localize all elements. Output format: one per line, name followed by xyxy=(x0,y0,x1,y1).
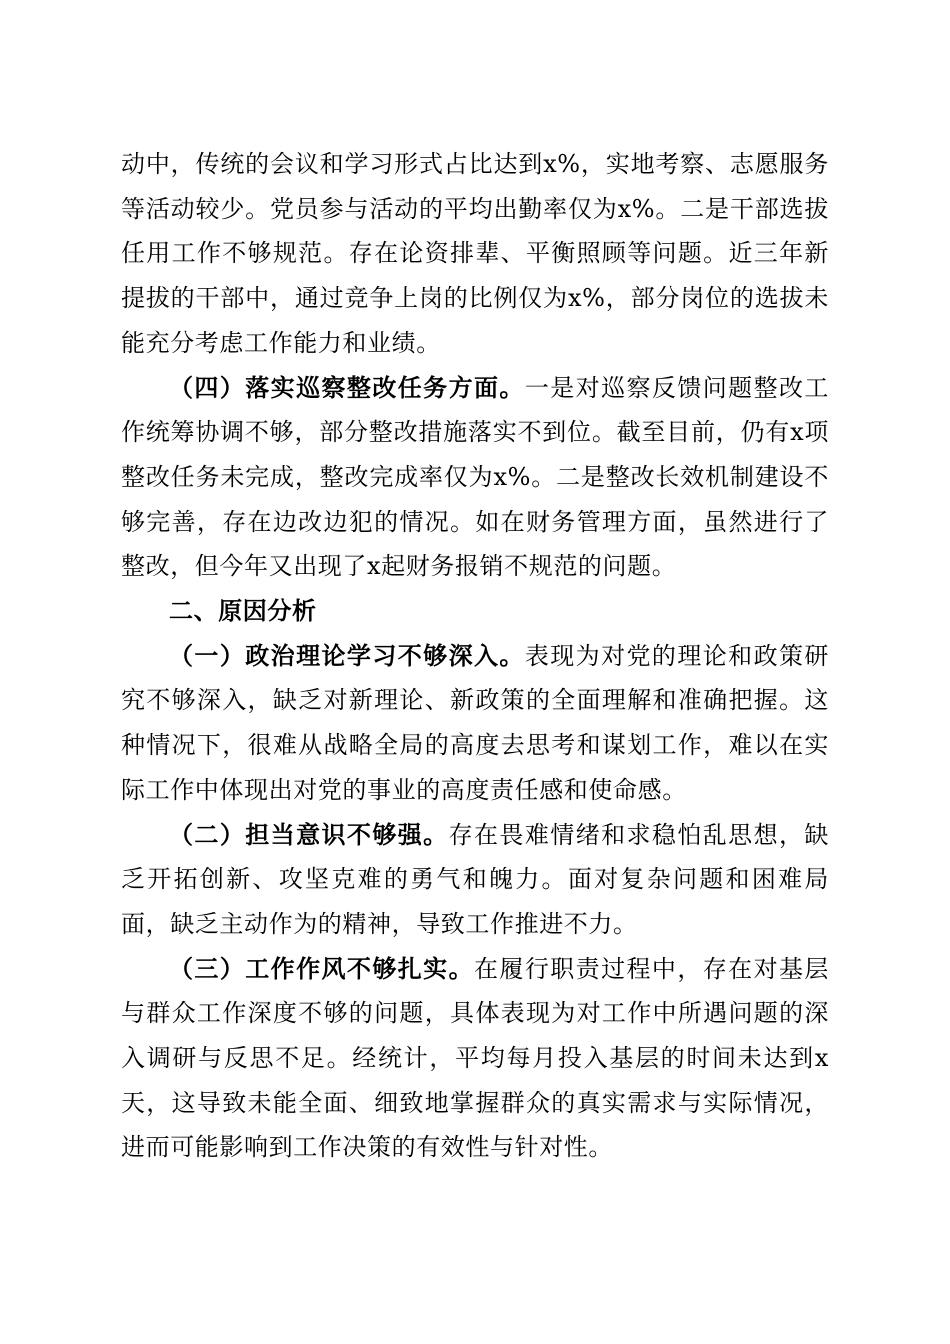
paragraph-inspection-rectification xyxy=(121,366,829,590)
paragraph-text: 表现为对党的理论和政策研究不够深入，缺乏对新理论、新政策的全面理解和准确把握。这种情况下，很难从战略全局的高度去思考和谋划工作，难以在实际工作中体现出对党的事业的高度责任感和使命感。 xyxy=(121,641,829,804)
paragraph-text: 一是对巡察反馈问题整改工作统筹协调不够，部分整改措施落实不到位。截至目前，仍有x项整改任务未完成，整改完成率仅为x%。二是整改长效机制建设不够完善，存在边改边犯的情况。如在财务管理方面，虽然进行了整改，但今年又出现了x起财务报销不规范的问题。 xyxy=(121,373,829,581)
paragraph-lead: （一）政治理论学习不够深入。 xyxy=(169,640,525,670)
paragraph-political-study xyxy=(121,634,829,813)
section-heading-cause-analysis xyxy=(121,589,829,634)
paragraph-lead: （二）担当意识不够强。 xyxy=(169,819,449,849)
paragraph-continuation xyxy=(121,142,829,366)
paragraph-lead: （三）工作作风不够扎实。 xyxy=(169,953,474,983)
paragraph-sense-of-responsibility xyxy=(121,813,829,947)
paragraph-text: 在履行职责过程中，存在对基层与群众工作深度不够的问题，具体表现为对工作中所遇问题的深入调研与反思不足。经统计，平均每月投入基层的时间未达到x天，这导致未能全面、细致地掌握群众的真实需求与实际情况，进而可能影响到工作决策的有效性与针对性。 xyxy=(121,954,830,1162)
paragraph-text: 存在畏难情绪和求稳怕乱思想，缺乏开拓创新、攻坚克难的勇气和魄力。面对复杂问题和困难局面，缺乏主动作为的精神，导致工作推进不力。 xyxy=(121,820,829,938)
paragraph-text: 动中，传统的会议和学习形式占比达到x%，实地考察、志愿服务等活动较少。党员参与活动的平均出勤率仅为x%。二是干部选拔任用工作不够规范。存在论资排辈、平衡照顾等问题。近三年新提拔的干部中，通过竞争上岗的比例仅为x%，部分岗位的选拔未能充分考虑工作能力和业绩。 xyxy=(121,150,829,357)
paragraph-lead: （四）落实巡察整改任务方面。 xyxy=(169,372,525,402)
paragraph-work-style xyxy=(121,947,829,1171)
section-heading-text: 二、原因分析 xyxy=(169,596,317,626)
document-body xyxy=(121,142,829,1170)
